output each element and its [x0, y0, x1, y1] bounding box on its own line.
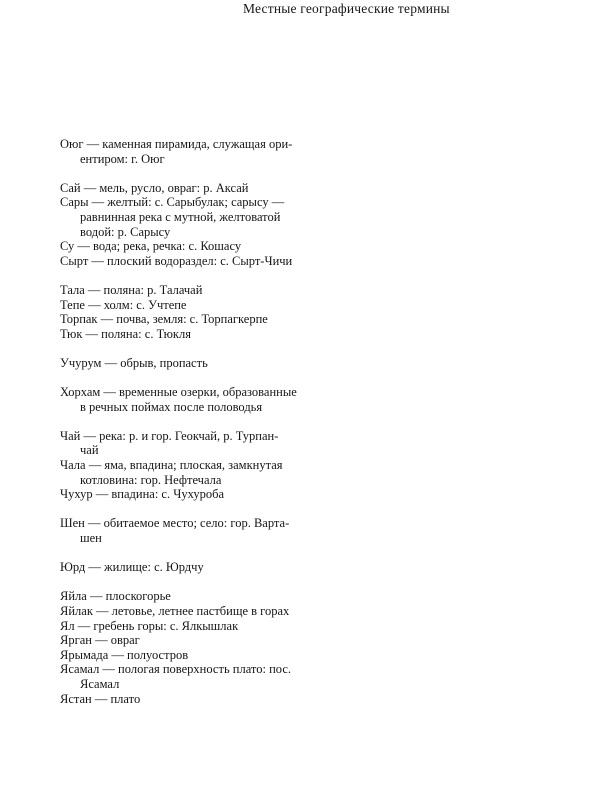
glossary-entry [60, 327, 322, 342]
glossary-entries [60, 137, 322, 721]
glossary-entry [60, 312, 322, 327]
entry-continuation: шен [80, 531, 102, 546]
entry-continuation: в речных поймах после половодья [80, 399, 263, 414]
glossary-entry [60, 648, 322, 663]
entry-group [60, 137, 322, 166]
glossary-entry [60, 385, 322, 414]
entry-text: Хорхам — временные озерки, образованные [60, 385, 297, 400]
entry-text: Ярымада — полуостров [60, 647, 189, 662]
entry-group [60, 181, 322, 269]
entry-text: Чала — яма, впадина; плоская, замкнутая [60, 458, 283, 473]
glossary-entry [60, 254, 322, 269]
glossary-entry [60, 181, 322, 196]
entry-text: Торпак — почва, земля: с. Торпагкерпе [60, 312, 268, 327]
glossary-entry [60, 137, 322, 166]
entry-text: Ял — гребень горы: с. Ялкышлак [60, 618, 239, 633]
entry-text: Сырт — плоский водораздел: с. Сырт-Чичи [60, 253, 293, 268]
entry-group [60, 560, 322, 575]
glossary-entry [60, 239, 322, 254]
entry-continuation: котловина: гор. Нефтечала [80, 472, 222, 487]
entry-text: Яйла — плоскогорье [60, 589, 171, 604]
glossary-entry [60, 692, 322, 707]
running-head: Местные географические термины [243, 1, 450, 16]
glossary-entry [60, 516, 322, 545]
glossary-entry [60, 429, 322, 458]
glossary-entry [60, 589, 322, 604]
entry-continuation: ентиром: г. Оюг [80, 151, 165, 166]
entry-text: Яйлак — летовье, летнее пастбище в горах [60, 604, 290, 618]
entry-group [60, 516, 322, 545]
entry-group [60, 589, 322, 706]
entry-text: Учурум — обрыв, пропасть [60, 355, 208, 370]
entry-text: Оюг — каменная пирамида, служащая ори- [60, 137, 293, 151]
entry-continuation: чай [80, 443, 99, 458]
entry-continuation: Ясамал [80, 676, 120, 691]
entry-text: Ярган — овраг [60, 633, 140, 648]
entry-text: Ясамал — пологая поверхность плато: пос. [60, 662, 291, 677]
glossary-entry [60, 283, 322, 298]
glossary-entry [60, 458, 322, 487]
entry-text: Сары — желтый: с. Сарыбулак; сарысу — [60, 195, 285, 210]
entry-text: Сай — мель, русло, овраг: р. Аксай [60, 180, 249, 195]
entry-group [60, 385, 322, 414]
entry-text: Су — вода; река, речка: с. Кошасу [60, 239, 242, 254]
entry-continuation: водой: р. Сарысу [80, 224, 171, 239]
entry-text: Юрд — жилище: с. Юрдчу [60, 560, 204, 575]
glossary-entry [60, 487, 322, 502]
glossary-entry [60, 298, 322, 313]
entry-text: Чай — река: р. и гор. Геокчай, р. Турпан- [60, 428, 279, 443]
entry-text: Тала — поляна: р. Талачай [60, 282, 203, 297]
glossary-entry [60, 560, 322, 575]
glossary-entry [60, 604, 322, 619]
glossary-entry [60, 662, 322, 691]
entry-group [60, 429, 322, 502]
glossary-entry [60, 619, 322, 634]
entry-group [60, 283, 322, 341]
entry-text: Тюк — поляна: с. Тюкля [60, 326, 191, 341]
glossary-entry [60, 633, 322, 648]
entry-text: Шен — обитаемое место; село: гор. Варта- [60, 516, 290, 531]
entry-group [60, 356, 322, 371]
entry-text: Ястан — плато [60, 691, 141, 706]
glossary-entry [60, 195, 322, 239]
entry-text: Чухур — впадина: с. Чухуроба [60, 487, 225, 502]
glossary-entry [60, 356, 322, 371]
entry-text: Тепе — холм: с. Учтепе [60, 297, 187, 312]
entry-continuation: равнинная река с мутной, желтоватой [80, 209, 281, 224]
